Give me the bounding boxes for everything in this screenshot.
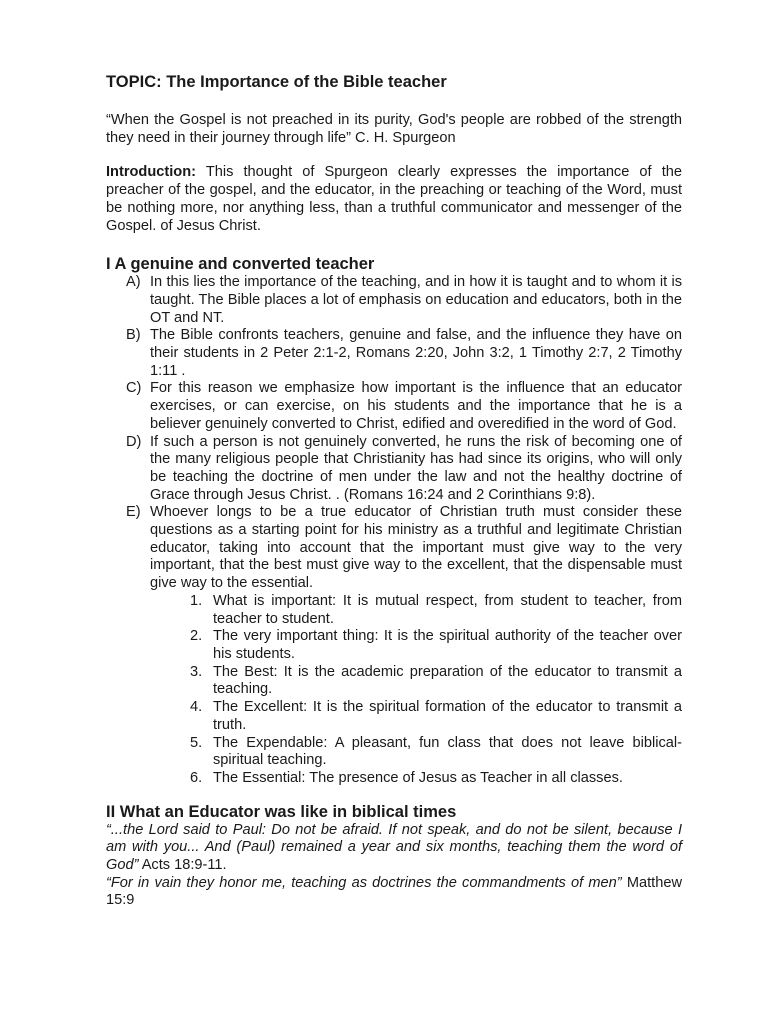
matthew-quote-text: “For in vain they honor me, teaching as doctrines the commandments of men”: [106, 874, 622, 891]
sublist-item-text: The Essential: The presence of Jesus as Teacher in all classes.: [213, 769, 623, 786]
sublist-item: [106, 699, 682, 734]
introduction-text: This thought of Spurgeon clearly expresses the importance of the preacher of the gospel, and the educator, in the preaching or teaching of the Word, must be nothing more, nor anything less, than a truthful communicator and messenger of the Gospel. of Jesus Christ.: [106, 164, 682, 234]
sublist-marker: 2.: [190, 628, 203, 645]
section-spacer: [106, 788, 682, 802]
list-marker: D): [126, 433, 142, 450]
topic-title: TOPIC: The Importance of the Bible teacher: [106, 73, 447, 91]
introduction-label: Introduction:: [106, 164, 196, 181]
sublist-marker: 5.: [190, 734, 203, 751]
section-1-list: [106, 274, 682, 787]
list-item-text: In this lies the importance of the teaching, and in how it is taught and to whom it is taught. The Bible places a lot of emphasis on education and educators, both in the OT and NT.: [150, 274, 682, 326]
priority-sublist: [106, 593, 682, 788]
list-item-text: The Bible confronts teachers, genuine and false, and the influence they have on their students in 2 Peter 2:1-2, Romans 2:20, John 3:2, 1 Timothy 2:7, 2 Timothy 1:11 .: [150, 327, 682, 379]
list-marker: B): [126, 327, 141, 344]
sublist-item: [106, 664, 682, 699]
list-item: [106, 274, 682, 327]
acts-quote-reference: Acts 18:9-11.: [138, 857, 227, 874]
sublist-item: [106, 628, 682, 663]
sublist-marker: 6.: [190, 769, 203, 786]
list-item-text: Whoever longs to be a true educator of Christian truth must consider these questions as a starting point for his ministry as a truthful and legitimate Christian educator, taking into account that the important must give way to the very important, that the best must give way to the excellent, that the dispensable must give way to the essential.: [150, 504, 682, 592]
list-item-text: For this reason we emphasize how important is the influence that an educator exercises, or can exercise, on his students and the importance that he is a believer genuinely converted to Christ, edified and overedified in the word of God.: [150, 380, 682, 432]
sublist-item-text: The very important thing: It is the spiritual authority of the teacher over his students.: [213, 628, 682, 662]
list-item: [106, 434, 682, 505]
sublist-marker: 1.: [190, 592, 203, 609]
sublist-item-text: The Expendable: A pleasant, fun class that does not leave biblical-spiritual teaching.: [213, 734, 682, 769]
sublist-item-text: The Excellent: It is the spiritual formation of the educator to transmit a truth.: [213, 699, 682, 733]
list-marker: C): [126, 380, 142, 397]
matthew-quote: [106, 875, 682, 910]
sublist-marker: 4.: [190, 699, 203, 716]
introduction-paragraph: [106, 164, 682, 235]
sublist-wrapper: [106, 593, 682, 788]
sublist-item: [106, 770, 682, 788]
list-item-text: If such a person is not genuinely converted, he runs the risk of becoming one of the many religious people that Christianity has had since its origins, who will only be teaching the doctrine of men under the law and not the healthy doctrine of Grace through Jesus Christ. . (Romans 16:24 and 2 Corinthians 9:8).: [150, 433, 682, 503]
sublist-item-text: What is important: It is mutual respect, from student to teacher, from teacher to student.: [213, 592, 682, 627]
matthew-quote-reference: Matthew 15:9: [106, 874, 682, 909]
sublist-item: [106, 735, 682, 770]
spurgeon-quote: “When the Gospel is not preached in its purity, God's people are robbed of the strength they need in their journey through life” C. H. Spurgeon: [106, 112, 682, 146]
sublist-item-text: The Best: It is the academic preparation of the educator to transmit a teaching.: [213, 663, 682, 698]
section-2-heading: II What an Educator was like in biblical times: [106, 802, 457, 821]
list-marker: E): [126, 504, 141, 521]
acts-quote-text: “...the Lord said to Paul: Do not be afraid. If not speak, and do not be silent, because I am with you... And (Paul) remained a year and six months, teaching them the word of God”: [106, 821, 682, 874]
list-item: [106, 380, 682, 433]
list-marker: A): [126, 274, 141, 291]
list-item: [106, 504, 682, 787]
section-1-heading: I A genuine and converted teacher: [106, 255, 375, 274]
sublist-item: [106, 593, 682, 628]
sublist-marker: 3.: [190, 663, 203, 680]
list-item: [106, 327, 682, 380]
acts-quote: [106, 822, 682, 875]
